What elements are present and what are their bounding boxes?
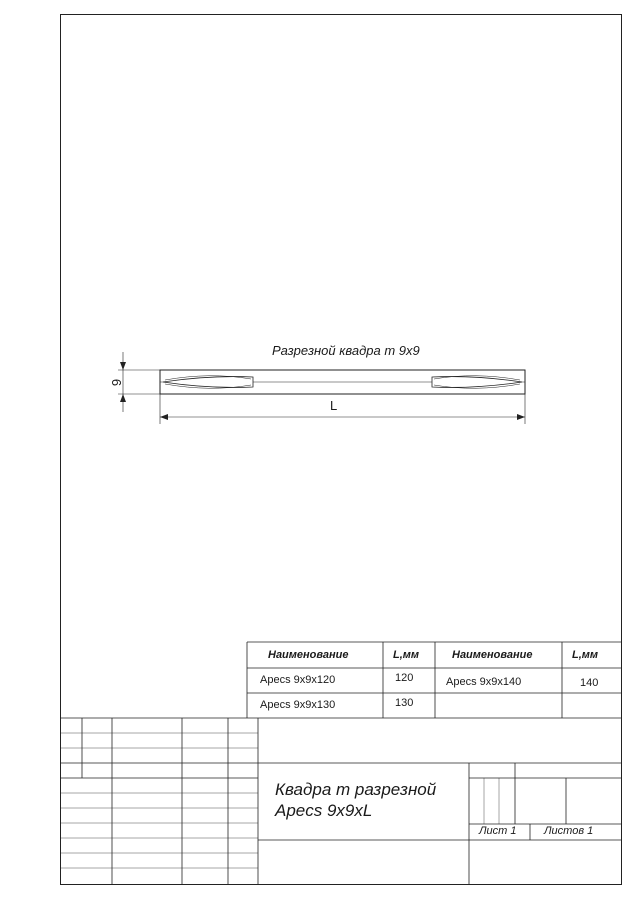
- table-cell-name-r2c1: Apecs 9х9х130: [260, 699, 336, 711]
- sheet-number-label: Лист 1: [479, 825, 517, 837]
- height-dimension-label: 9: [109, 378, 125, 387]
- table-header-name-1: Наименование: [268, 649, 349, 661]
- height-dimension: [118, 352, 160, 412]
- table-cell-length-r1c1: 120: [395, 672, 414, 684]
- sheet-count-label: Листов 1: [544, 825, 594, 837]
- table-header-name-2: Наименование: [452, 649, 533, 661]
- table-cell-length-r1c2: 140: [580, 677, 599, 689]
- table-cell-length-r2c1: 130: [395, 697, 414, 709]
- drawing-caption: Разрезной квадра т 9х9: [272, 343, 420, 358]
- title-block-name: Квадра т разрезной: [275, 780, 437, 799]
- table-header-length-1: L,мм: [393, 649, 420, 661]
- table-header-length-2: L,мм: [572, 649, 599, 661]
- sheet-frame: [61, 15, 622, 885]
- table-cell-name-r1c1: Apecs 9х9х120: [260, 674, 336, 686]
- part-drawing: [118, 352, 525, 424]
- length-dimension-label: L: [330, 398, 338, 413]
- length-dimension: [160, 394, 525, 424]
- title-block-designation: Apecs 9х9хL: [275, 801, 373, 820]
- table-cell-name-r1c2: Apecs 9х9х140: [446, 676, 522, 688]
